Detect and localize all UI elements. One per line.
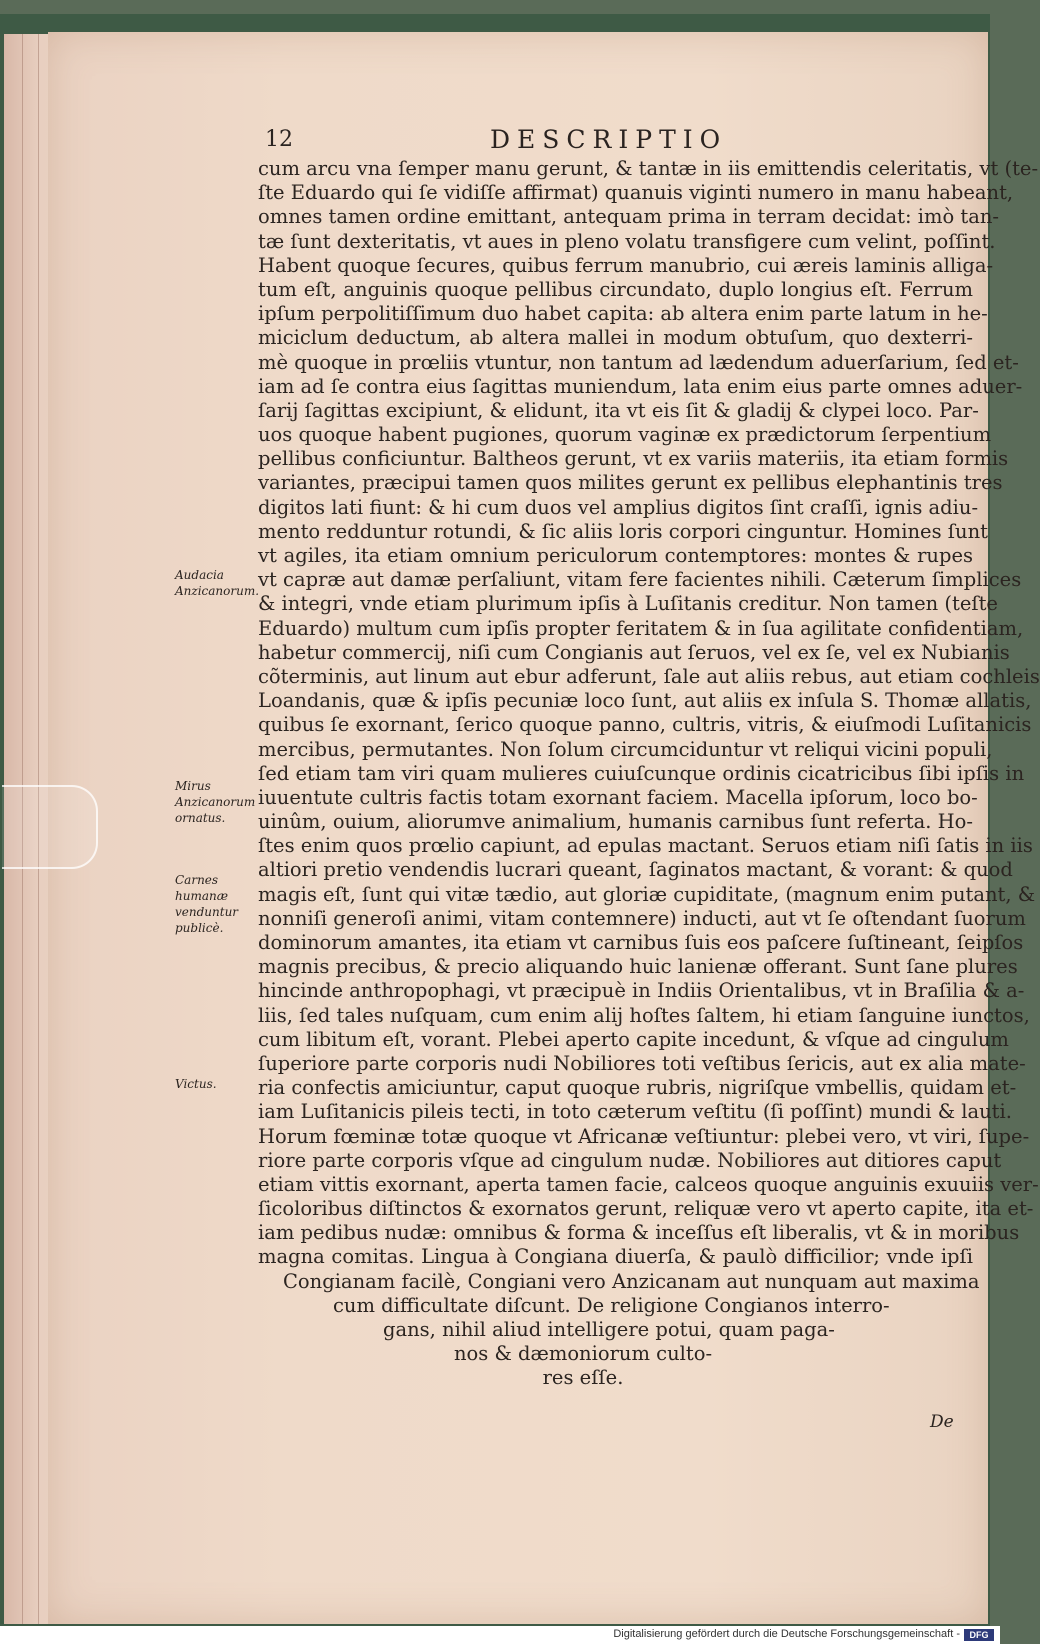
page-number: 12: [265, 127, 293, 152]
text-line: ſuperiore parte corporis nudi Nobiliores toti veſtibus ſericis, aut ex alia mate-: [258, 1051, 1026, 1075]
text-line: Habent quoque ſecures, quibus ferrum manubrio, cui æreis laminis alliga-: [258, 253, 994, 277]
text-line: ſarij ſagittas excipiunt, & elidunt, ita vt eis ſit & gladij & clypei loco. Par-: [258, 398, 979, 422]
page-clip: [2, 785, 98, 869]
text-line: nonniſi generoſi animi, vitam contemnere) inducti, aut vt ſe oſtendant ſuorum: [258, 906, 1026, 930]
text-line: ſte Eduardo qui ſe vidiſſe affirmat) quanuis viginti numero in manu habeant,: [258, 181, 1014, 205]
body-text: [258, 157, 1040, 1391]
text-line: quibus ſe exornant, ſerico quoque panno, cultris, vitris, & eiuſmodi Luſitanicis: [258, 713, 1032, 737]
catchword: De: [930, 1412, 954, 1432]
text-line: ſtes enim quos prœlio capiunt, ad epulas mactant. Seruos etiam niſi ſatis in iis: [258, 834, 1033, 858]
dfg-logo: DFG: [964, 1629, 994, 1641]
text-line: iuuentute cultris factis totam exornant faciem. Macella ipſorum, loco bo-: [258, 785, 978, 809]
text-line: uinûm, ouium, aliorumve animalium, humanis carnibus ſunt referta. Ho-: [258, 810, 973, 834]
text-line: iam ad ſe contra eius ſagittas muniendum, lata enim eius parte omnes aduer-: [258, 374, 1023, 398]
text-line: iam pedibus nudæ: omnibus & forma & inceſſus eſt liberalis, vt & in moribus: [258, 1221, 1020, 1245]
tail-line: Congianam facilè, Congiani vero Anzicanam aut nunquam aut maxima: [283, 1269, 980, 1293]
text-line: magnis precibus, & precio aliquando huic lanienæ offerant. Sunt ſane plures: [258, 955, 1018, 979]
text-line: miciclum deductum, ab altera mallei in modum obtuſum, quo dexterri-: [258, 326, 973, 350]
text-line: ſed etiam tam viri quam mulieres cuiuſcunque ordinis cicatricibus ſibi ipſis in: [258, 761, 1025, 785]
text-line: mento redduntur rotundi, & ſic aliis loris corpori cinguntur. Homines ſunt: [258, 519, 988, 543]
text-line: cõterminis, aut linum aut ebur adferunt, ſale aut aliis rebus, aut etiam cochleis: [258, 664, 1040, 688]
text-line: mè quoque in prœliis vtuntur, non tantum ad lædendum aduerſarium, ſed et-: [258, 350, 1019, 374]
text-line: vt capræ aut damæ perſaliunt, vitam fere facientes nihili. Cæterum ſimplices: [258, 568, 1022, 592]
marginal-note: Carnes humanæ venduntur publicè.: [175, 873, 239, 935]
text-line: variantes, præcipui tamen quos milites gerunt ex pellibus elephantinis tres: [258, 471, 1003, 495]
marginal-note: Mirus Anzicanorum ornatus.: [175, 779, 256, 825]
text-line: mercibus, permutantes. Non ſolum circumciduntur vt reliqui vicini populi,: [258, 737, 993, 761]
running-head: DESCRIPTIO: [490, 125, 728, 154]
text-line: etiam vittis exornant, aperta tamen facie, calceos quoque anguinis exuuiis ver-: [258, 1172, 1039, 1196]
marginal-note: Victus.: [175, 1077, 217, 1091]
text-line: uos quoque habent pugiones, quorum vaginæ ex prædictorum ſerpentium: [258, 423, 992, 447]
text-line: dominorum amantes, ita etiam vt carnibus ſuis eos paſcere ſuſtineant, ſeipſos: [258, 931, 1024, 954]
text-line: hincinde anthropophagi, vt præcipuè in Indiis Orientalibus, vt in Braſilia & a-: [258, 979, 1025, 1003]
text-line: pellibus conficiuntur. Baltheos gerunt, vt ex variis materiis, ita etiam formis: [258, 447, 1009, 471]
page-header: [265, 125, 965, 157]
tail-line: gans, nihil aliud intelligere potui, quam paga-: [383, 1318, 835, 1341]
text-line: ipſum perpolitiſſimum duo habet capita: ab altera enim parte latum in he-: [258, 302, 988, 326]
text-line: altiori pretio vendendis lucrari queant, ſaginatos mactant, & vorant: & quod: [258, 858, 1013, 882]
text-line: liis, ſed tales nuſquam, cum enim alij hoſtes ſaltem, hi etiam ſanguine iunctos,: [258, 1003, 1030, 1027]
tail-line: res eſſe.: [542, 1366, 624, 1390]
text-line: tæ ſunt dexteritatis, vt aues in pleno volatu transfigere cum velint, poſſint.: [258, 229, 996, 253]
text-line: iam Luſitanicis pileis tecti, in toto cæterum veſtitu (ſi poſſint) mundi & lauti.: [258, 1100, 1012, 1124]
text-line: vt agiles, ita etiam omnium periculorum contemptores: montes & rupes: [258, 544, 973, 567]
text-line: Horum fœminæ totæ quoque vt Africanæ veſtiuntur: plebei vero, vt viri, ſupe-: [258, 1124, 1030, 1148]
marginal-note: Audacia Anzicanorum.: [175, 568, 260, 598]
text-line: digitos lati fiunt: & hi cum duos vel amplius digitos ſint craſſi, ignis adiu-: [258, 495, 979, 519]
text-line: riore parte corporis vſque ad cingulum nudæ. Nobiliores aut ditiores caput: [258, 1148, 1002, 1172]
text-line: cum arcu vna ſemper manu gerunt, & tantæ in iis emittendis celeritatis, vt (te-: [258, 157, 1039, 180]
text-line: habetur commercij, niſi cum Congianis aut ſeruos, vel ex ſe, vel ex Nubianis: [258, 640, 1010, 664]
text-line: & integri, vnde etiam plurimum ipſis à Luſitanis creditur. Non tamen (teſte: [258, 592, 998, 616]
text-line: cum libitum eſt, vorant. Plebei aperto capite incedunt, & vſque ad cingulum: [258, 1027, 1009, 1051]
text-line: ria confectis amiciuntur, caput quoque rubris, nigriſque vmbellis, quidam et-: [258, 1076, 1017, 1100]
funding-credit: Digitalisierung gefördert durch die Deutsche Forschungsgemeinschaft -: [613, 1628, 960, 1640]
footer: [0, 1626, 1000, 1644]
text-line: magis eſt, ſunt qui vitæ tædio, aut gloriæ cupiditate, (magnum enim putant, &: [258, 882, 1036, 906]
text-line: omnes tamen ordine emittant, antequam prima in terram decidat: imò tan-: [258, 205, 999, 229]
text-line: Eduardo) multum cum ipſis propter feritatem & in ſua agilitate confidentiam,: [258, 616, 1024, 640]
tail-line: cum difficultate diſcunt. De religione Congianos interro-: [333, 1293, 890, 1317]
text-line: Loandanis, quæ & ipſis pecuniæ loco ſunt, aut aliis ex inſula S. Thomæ allatis,: [258, 689, 1032, 713]
text-line: tum eſt, anguinis quoque pellibus circundato, duplo longius eſt. Ferrum: [258, 277, 973, 301]
text-line: magna comitas. Lingua à Congiana diuerſa, & paulò difficilior; vnde ipſi: [258, 1245, 973, 1269]
tail-line: nos & dæmoniorum culto-: [453, 1342, 713, 1366]
text-line: ſicoloribus diſtinctos & exornatos gerunt, reliquæ vero vt aperto capite, ita et-: [258, 1197, 1034, 1221]
